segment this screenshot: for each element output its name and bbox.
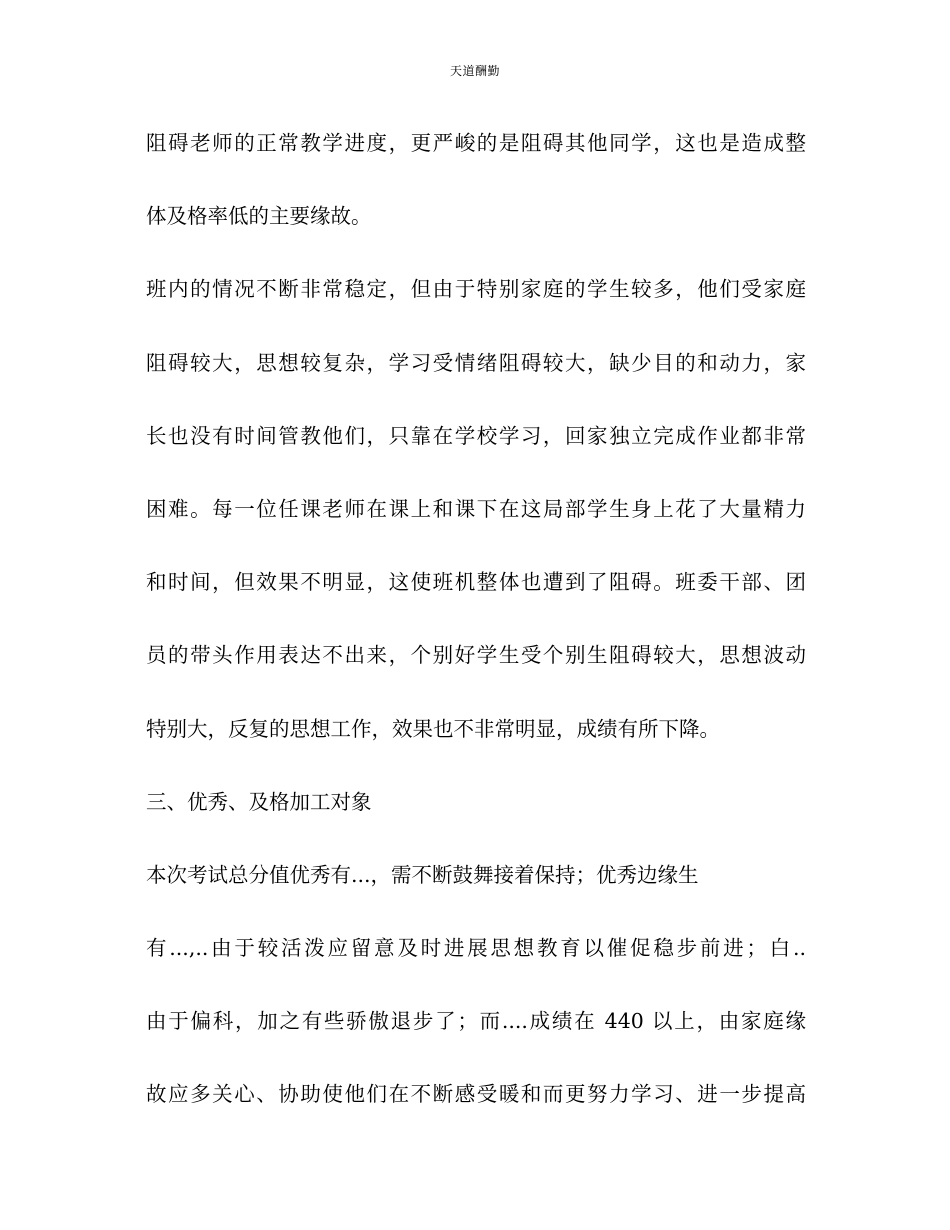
text-line: 员的带头作用表达不出来，个别好学生受个别生阻碍较大，思想波动 bbox=[146, 643, 806, 668]
text-line: 困难。每一位任课老师在课上和课下在这局部学生身上花了大量精力 bbox=[146, 496, 806, 521]
text-line: 班内的情况不断非常稳定，但由于特别家庭的学生较多，他们受家庭 bbox=[146, 277, 806, 302]
text-line: 和时间，但效果不明显，这使班机整体也遭到了阻碍。班委干部、团 bbox=[146, 570, 806, 595]
text-line: 有...,..由于较活泼应留意及时进展思想教育以催促稳步前进；白.. bbox=[146, 936, 806, 961]
text-line: 特别大，反复的思想工作，效果也不非常明显，成绩有所下降。 bbox=[146, 716, 720, 741]
text-line: 故应多关心、协助使他们在不断感受暖和而更努力学习、进一步提高 bbox=[146, 1082, 806, 1107]
text-line: 由于偏科，加之有些骄傲退步了；而....成绩在 440 以上，由家庭缘 bbox=[146, 1009, 806, 1034]
text-line: 长也没有时间管教他们，只靠在学校学习，回家独立完成作业都非常 bbox=[146, 423, 806, 448]
text-line: 阻碍较大，思想较复杂，学习受情绪阻碍较大，缺少目的和动力，家 bbox=[146, 350, 806, 375]
section-heading: 三、优秀、及格加工对象 bbox=[146, 789, 372, 814]
text-line: 本次考试总分值优秀有...，需不断鼓舞接着保持；优秀边缘生 bbox=[146, 862, 699, 887]
text-line: 体及格率低的主要缘故。 bbox=[146, 204, 372, 229]
text-line: 阻碍老师的正常教学进度，更严峻的是阻碍其他同学，这也是造成整 bbox=[146, 131, 806, 155]
page-header: 天道酬勤 bbox=[449, 64, 500, 78]
body-text bbox=[146, 120, 806, 1145]
